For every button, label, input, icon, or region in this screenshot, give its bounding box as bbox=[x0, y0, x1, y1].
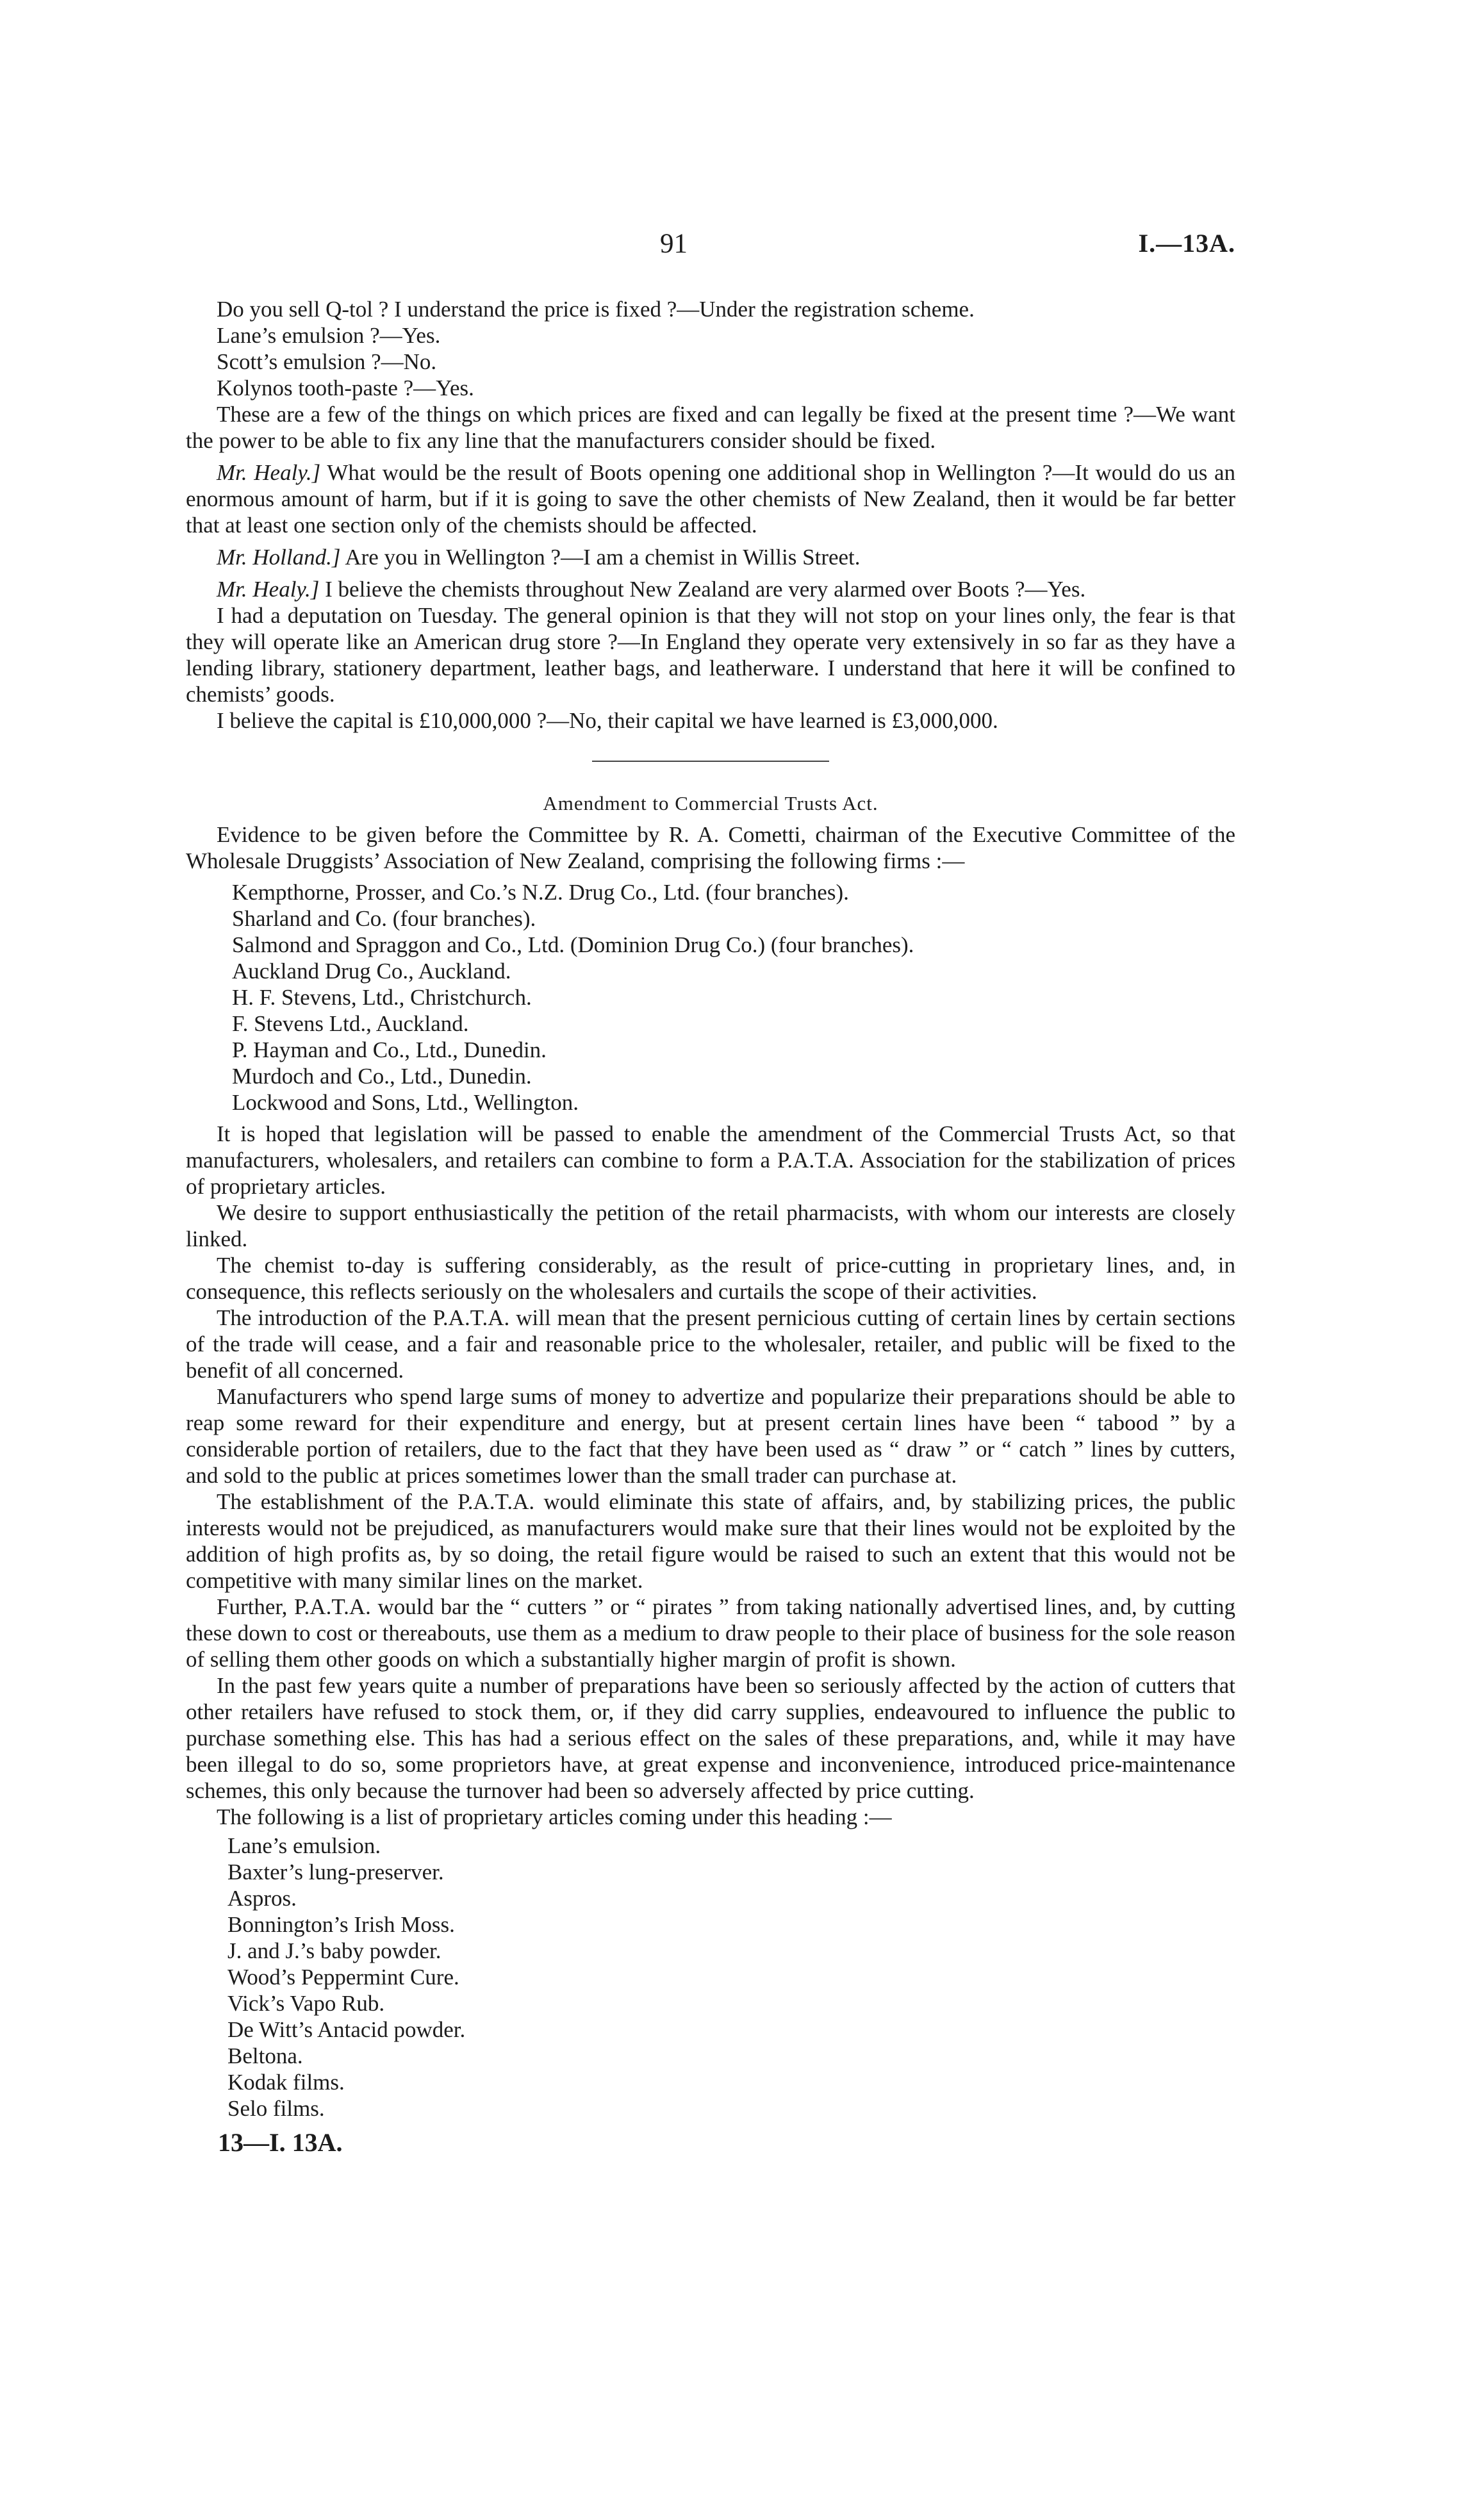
article-item: Bonnington’s Irish Moss. bbox=[227, 1912, 455, 1937]
firm-item: Sharland and Co. (four branches). bbox=[232, 906, 536, 931]
paragraph: I believe the capital is £10,000,000 ?—No, their capital we have learned is £3,000,000. bbox=[217, 708, 998, 733]
article-list bbox=[186, 1833, 1235, 2122]
signature-mark: 13—I. 13A. bbox=[218, 2128, 343, 2157]
page-header bbox=[186, 228, 1235, 267]
paragraph: We desire to support enthusiastically the petition of the retail pharmacists, with whom our interests are closely linked. bbox=[186, 1200, 1235, 1251]
firm-item: Auckland Drug Co., Auckland. bbox=[232, 959, 511, 984]
exchange-paragraph bbox=[186, 544, 1235, 570]
firm-item: Kempthorne, Prosser, and Co.’s N.Z. Drug Co., Ltd. (four branches). bbox=[232, 880, 849, 905]
paragraph: I had a deputation on Tuesday. The general opinion is that they will not stop on your lines only, the fear is that they will operate like an American drug store ?—In England they operate very extensively in so far as they have a lending library, stationery department, leather bags, and leatherware. I understand that here it will be confined to chemists’ goods. bbox=[186, 603, 1235, 707]
document-body bbox=[186, 296, 1235, 2156]
article-item: Vick’s Vapo Rub. bbox=[227, 1991, 385, 2016]
article-item: Kodak films. bbox=[227, 2070, 345, 2095]
firm-item: H. F. Stevens, Ltd., Christchurch. bbox=[232, 985, 532, 1010]
exchange-text: I believe the chemists throughout New Zealand are very alarmed over Boots ?—Yes. bbox=[319, 577, 1086, 602]
exchange-paragraph bbox=[186, 576, 1235, 602]
article-item: Beltona. bbox=[227, 2043, 303, 2068]
article-item: Wood’s Peppermint Cure. bbox=[227, 1965, 459, 1990]
document-reference: I.—13A. bbox=[1138, 229, 1235, 258]
question-line: Scott’s emulsion ?—No. bbox=[217, 349, 437, 374]
list-intro: The following is a list of proprietary articles coming under this heading :— bbox=[217, 1804, 892, 1829]
exchange-text: Are you in Wellington ?—I am a chemist in Willis Street. bbox=[340, 545, 861, 570]
evidence-intro: Evidence to be given before the Committee by R. A. Cometti, chairman of the Executive Committee of the Wholesale Druggists’ Association of New Zealand, comprising the following firms :— bbox=[186, 822, 1235, 873]
paragraph: It is hoped that legislation will be passed to enable the amendment of the Commercial Trusts Act, so that manufacturers, wholesalers, and retailers can combine to form a P.A.T.A. Association for the stabilization of prices of proprietary articles. bbox=[186, 1121, 1235, 1199]
paragraph: The chemist to-day is suffering considerably, as the result of price-cutting in proprietary lines, and, in consequence, this reflects seriously on the wholesalers and curtails the scope of their activities. bbox=[186, 1253, 1235, 1304]
question-line: Kolynos tooth-paste ?—Yes. bbox=[217, 375, 474, 400]
speaker-name: Mr. Healy.] bbox=[217, 577, 320, 602]
question-line: Do you sell Q-tol ? I understand the price is fixed ?—Under the registration scheme. bbox=[217, 297, 975, 322]
firm-item: F. Stevens Ltd., Auckland. bbox=[232, 1011, 469, 1036]
article-item: Aspros. bbox=[227, 1886, 297, 1911]
paragraph: The introduction of the P.A.T.A. will mean that the present pernicious cutting of certain lines by certain sections of the trade will cease, and a fair and reasonable price to the wholesaler, retailer, and public will be fixed to the benefit of all concerned. bbox=[186, 1305, 1235, 1383]
article-item: Lane’s emulsion. bbox=[227, 1833, 381, 1858]
speaker-name: Mr. Holland.] bbox=[217, 545, 341, 570]
firm-item: Lockwood and Sons, Ltd., Wellington. bbox=[232, 1090, 579, 1115]
paragraph: Further, P.A.T.A. would bar the “ cutters ” or “ pirates ” from taking nationally advertised lines, and, by cutting these down to cost or thereabouts, use them as a medium to draw people to their place of business for the sole reason of selling them other goods on which a substantially higher margin of profit is shown. bbox=[186, 1594, 1235, 1672]
firm-item: Salmond and Spraggon and Co., Ltd. (Dominion Drug Co.) (four branches). bbox=[232, 932, 914, 957]
page-number: 91 bbox=[660, 229, 688, 259]
section-heading: Amendment to Commercial Trusts Act. bbox=[543, 792, 878, 814]
speaker-name: Mr. Healy.] bbox=[217, 460, 321, 485]
firm-list bbox=[186, 879, 1235, 1116]
article-item: Selo films. bbox=[227, 2096, 325, 2121]
paragraph: In the past few years quite a number of preparations have been so seriously affected by the action of cutters that other retailers have refused to stock them, or, if they did carry supplies, endeavoured to influence the public to purchase something else. This has had a serious effect on the sales of these preparations, and, while it may have been illegal to do so, some proprietors have, at great expense and inconvenience, introduced price-maintenance schemes, this only because the turnover had been so adversely affected by price cutting. bbox=[186, 1673, 1235, 1803]
article-item: Baxter’s lung-preserver. bbox=[227, 1860, 444, 1885]
paragraph: Manufacturers who spend large sums of money to advertize and popularize their preparations should be able to reap some reward for their expenditure and energy, but at present certain lines have been “ tabood ” by a considerable portion of retailers, due to the fact that they have been used as “ draw ” or “ catch ” lines by cutters, and sold to the public at prices sometimes lower than the small trader can purchase at. bbox=[186, 1384, 1235, 1488]
firm-item: Murdoch and Co., Ltd., Dunedin. bbox=[232, 1064, 532, 1089]
exchange-text: What would be the result of Boots opening one additional shop in Wellington ?—It would do us an enormous amount of harm, but if it is going to save the other chemists of New Zealand, then it would be far better that at least one section only of the chemists should be affected. bbox=[186, 460, 1236, 538]
section-divider bbox=[592, 761, 829, 762]
paragraph: The establishment of the P.A.T.A. would eliminate this state of affairs, and, by stabilizing prices, the public interests would not be prejudiced, as manufacturers would make sure that their lines would not be exploited by the addition of high profits as, by so doing, the retail figure would be raised to such an extent that this would not be competitive with many similar lines on the market. bbox=[186, 1489, 1235, 1593]
firm-item: P. Hayman and Co., Ltd., Dunedin. bbox=[232, 1037, 547, 1062]
paragraph: These are a few of the things on which prices are fixed and can legally be fixed at the present time ?—We want the power to be able to fix any line that the manufacturers consider should be fixed. bbox=[186, 402, 1235, 453]
question-line: Lane’s emulsion ?—Yes. bbox=[217, 323, 441, 348]
article-item: J. and J.’s baby powder. bbox=[227, 1938, 441, 1963]
article-item: De Witt’s Antacid powder. bbox=[227, 2017, 466, 2042]
exchange-paragraph bbox=[186, 459, 1235, 538]
